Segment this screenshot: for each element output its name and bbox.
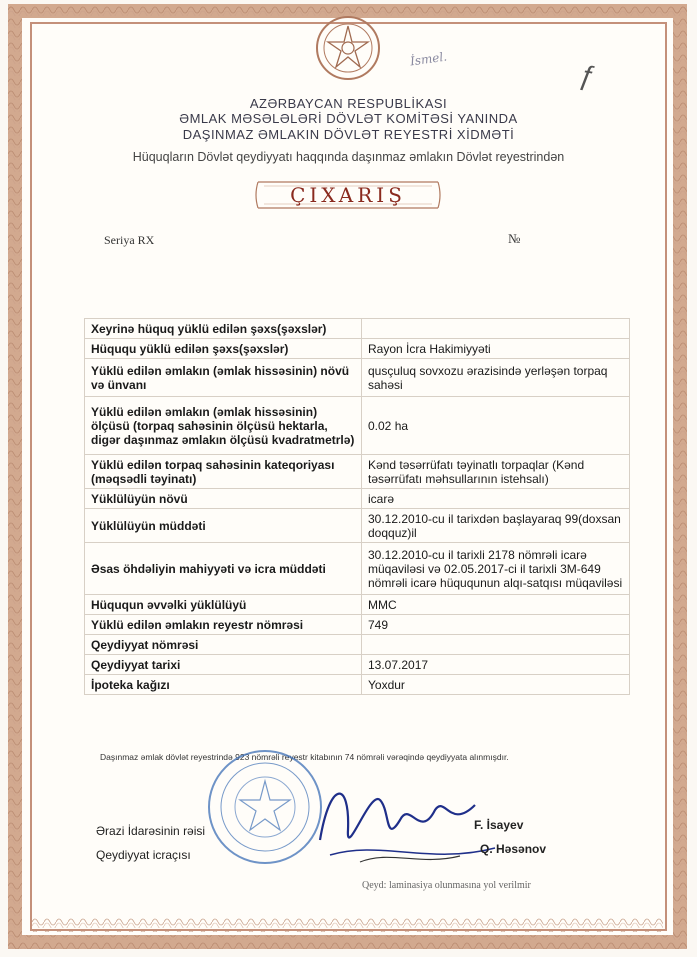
signatory-role-head: Ərazi İdarəsinin rəisi [96, 824, 206, 838]
row-value: Yoxdur [362, 675, 630, 695]
series-label: Seriya RX [104, 233, 155, 247]
row-value: 13.07.2017 [362, 655, 630, 675]
row-label: Yüklü edilən əmlakın (əmlak hissəsinin) növü və ünvanı [85, 359, 362, 397]
row-label: Qeydiyyat nömrəsi [85, 635, 362, 655]
row-label: Xeyrinə hüquq yüklü edilən şəxs(şəxslər) [85, 319, 362, 339]
table-row [85, 339, 630, 359]
table-row [85, 655, 630, 675]
row-value: 30.12.2010-cu il tarixli 2178 nömrəli icarə müqaviləsi və 02.05.2017-ci il tarixli 3M-649 nömrəli icarə hüququnun alqı-satqısı müqaviləsi [362, 543, 630, 595]
table-row [85, 615, 630, 635]
row-label: Qeydiyyat tarixi [85, 655, 362, 675]
table-row [85, 359, 630, 397]
table-row [85, 455, 630, 489]
row-value: 30.12.2010-cu il tarixdən başlayaraq 99(doxsan doqquz)il [362, 509, 630, 543]
table-row [85, 397, 630, 455]
row-label: Əsas öhdəliyin mahiyyəti və icra müddəti [85, 543, 362, 595]
header-subtitle: Hüquqların Dövlət qeydiyyatı haqqında daşınmaz əmlakın Dövlət reyestrindən [132, 150, 565, 164]
state-emblem-icon [314, 14, 382, 82]
row-value: 749 [362, 615, 630, 635]
header-line-1: AZƏRBAYCAN RESPUBLİKASI [249, 96, 448, 111]
row-label: Yüklü edilən əmlakın reyestr nömrəsi [85, 615, 362, 635]
row-value: Rayon İcra Hakimiyyəti [362, 339, 630, 359]
row-value: MMC [362, 595, 630, 615]
handwritten-mark: ƒ [577, 58, 599, 93]
header-line-3: DAŞINMAZ ƏMLAKIN DÖVLƏT REYESTRİ XİDMƏTİ [182, 127, 515, 142]
document-title: ÇIXARIŞ [290, 183, 406, 207]
row-value: Kənd təsərrüfatı təyinatlı torpaqlar (Kənd təsərrüfatı məhsullarının istehsalı) [362, 455, 630, 489]
row-label: Hüququn əvvəlki yüklülüyü [85, 595, 362, 615]
row-value: qusçuluq sovxozu ərazisində yerləşən torpaq sahəsi [362, 359, 630, 397]
signatory-role-registrar: Qeydiyyat icraçısı [96, 848, 191, 862]
row-value [362, 319, 630, 339]
row-label: Yüklülüyün növü [85, 489, 362, 509]
table-row [85, 595, 630, 615]
lamination-note: Qeyd: laminasiya olunmasına yol verilmir [362, 880, 531, 891]
signatory-name-head: F. İsayev [474, 818, 524, 832]
table-row [85, 675, 630, 695]
row-label: Yüklü edilən torpaq sahəsinin kateqoriyası (məqsədli təyinatı) [85, 455, 362, 489]
registry-table [84, 318, 630, 695]
row-value [362, 635, 630, 655]
row-value: 0.02 ha [362, 397, 630, 455]
table-row [85, 489, 630, 509]
table-row [85, 635, 630, 655]
table-row [85, 543, 630, 595]
row-value: icarə [362, 489, 630, 509]
number-label: № [508, 231, 521, 246]
registry-footnote: Daşınmaz əmlak dövlət reyestrində 923 nömrəli reyestr kitabının 74 nömrəli vərəqində qeydiyyata alınmışdır. [100, 752, 509, 762]
row-label: Hüququ yüklü edilən şəxs(şəxslər) [85, 339, 362, 359]
row-label: İpoteka kağızı [85, 675, 362, 695]
header-line-2: ƏMLAK MƏSƏLƏLƏRİ DÖVLƏT KOMİTƏSİ YANINDA [179, 111, 518, 126]
signatory-name-registrar: Q. Həsənov [480, 842, 547, 856]
handwritten-note: İsmel. [409, 49, 448, 69]
row-label: Yüklü edilən əmlakın (əmlak hissəsinin) ölçüsü (torpaq sahəsinin ölçüsü hektarla, digər daşınmaz əmlakın ölçüsü kvadratmetrlə) [85, 397, 362, 455]
table-row [85, 319, 630, 339]
table-row [85, 509, 630, 543]
row-label: Yüklülüyün müddəti [85, 509, 362, 543]
